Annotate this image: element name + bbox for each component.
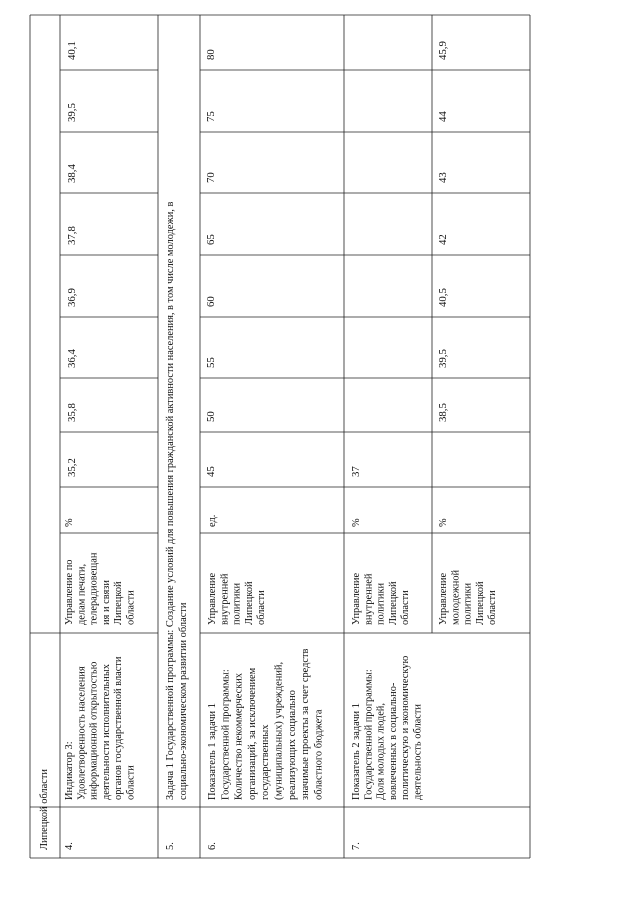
indicator-text: Показатель 2 задачи 1 <box>351 703 362 800</box>
responsible-text: ия и связи <box>100 580 112 625</box>
year-value: 43 <box>437 172 449 183</box>
unit-text: ед. <box>207 514 218 527</box>
responsible-text: политики <box>231 582 243 625</box>
responsible-text: области <box>256 590 268 625</box>
task-text: Задача 1 Государственной программы: Создание условий для повышения гражданской активности населения, в том числе молодежи, в <box>165 201 176 800</box>
responsible-text: политики <box>375 582 387 625</box>
year-value: 38,4 <box>66 164 78 183</box>
indicator-text: политическую и экономическую <box>400 655 412 800</box>
indicator-text: Количество некоммерческих <box>233 673 245 800</box>
year-value: 37 <box>350 466 362 477</box>
responsible-text: Управление <box>438 572 449 625</box>
year-value: 42 <box>437 234 449 245</box>
responsible-text: Управление по <box>64 559 75 625</box>
responsible-text: политики <box>462 582 474 625</box>
year-value: 36,4 <box>66 349 78 368</box>
indicator-text: (муниципальных) учреждений, <box>273 661 285 800</box>
responsible-text: области <box>125 590 137 625</box>
unit-text: % <box>438 518 449 527</box>
row-number: 7. <box>351 842 362 850</box>
indicator-text: Государственной программы: <box>363 669 375 800</box>
row-number: 5. <box>165 842 176 850</box>
responsible-text: Управление <box>207 572 218 625</box>
responsible-text: области <box>400 590 412 625</box>
year-value: 55 <box>205 357 217 368</box>
row-number: 6. <box>207 842 218 850</box>
responsible-text: Липецкой <box>474 581 486 625</box>
year-value: 40,1 <box>66 41 78 60</box>
responsible-text: области <box>487 590 499 625</box>
indicator-text: области <box>125 765 137 800</box>
indicator-text: государственных <box>260 724 272 800</box>
responsible-text: Липецкой <box>387 581 399 625</box>
responsible-text: Липецкой <box>243 581 255 625</box>
year-value: 39,5 <box>437 349 449 368</box>
indicator-text: вовлеченных в социально- <box>387 682 399 800</box>
row-number: 4. <box>64 842 75 850</box>
responsible-text: молодежной <box>450 569 462 625</box>
table-text <box>39 41 498 850</box>
indicator-text: реализующих социально <box>286 690 298 800</box>
indicator-text: областного бюджета <box>313 709 325 800</box>
prev-row-continuation: Липецкой области <box>39 769 50 850</box>
year-value: 37,8 <box>66 226 78 245</box>
indicator-text: органов государственной власти <box>113 656 125 800</box>
indicator-text: Доля молодых людей, <box>375 703 387 800</box>
indicator-text: деятельности исполнительных <box>100 664 112 800</box>
year-value: 45,9 <box>437 41 449 60</box>
year-value: 35,2 <box>66 458 78 477</box>
indicator-text: Удовлетворенность населения <box>76 666 88 800</box>
unit-text: % <box>64 518 75 527</box>
year-value: 39,5 <box>66 103 78 122</box>
year-value: 50 <box>205 411 217 422</box>
year-value: 38,5 <box>437 403 449 422</box>
year-value: 40,5 <box>437 288 449 307</box>
year-value: 35,8 <box>66 403 78 422</box>
indicator-text: информационной открытостью <box>88 661 100 800</box>
year-value: 36,9 <box>66 288 78 307</box>
indicator-text: Государственной программы: <box>220 669 232 800</box>
indicator-text: организаций, за исключением <box>246 667 258 800</box>
responsible-text: Управление <box>351 572 362 625</box>
unit-text: % <box>351 518 362 527</box>
year-value: 75 <box>205 111 217 122</box>
year-value: 65 <box>205 234 217 245</box>
year-value: 80 <box>205 49 217 60</box>
responsible-text: делам печати, <box>76 563 88 625</box>
indicator-text: Индикатор 3: <box>64 741 75 800</box>
year-value: 45 <box>205 466 217 477</box>
task-text: социально-экономическом развитии области <box>178 602 189 800</box>
responsible-text: телерадиовещан <box>88 552 100 625</box>
responsible-text: Липецкой <box>113 581 125 625</box>
indicator-text: Показатель 1 задачи 1 <box>207 703 218 800</box>
indicator-text: значимые проекты за счет средств <box>300 648 312 800</box>
responsible-text: внутренней <box>219 573 231 625</box>
indicator-text: деятельность области <box>412 704 424 800</box>
responsible-text: внутренней <box>363 573 375 625</box>
year-value: 60 <box>205 296 217 307</box>
year-value: 44 <box>437 111 449 122</box>
year-value: 70 <box>205 172 217 183</box>
